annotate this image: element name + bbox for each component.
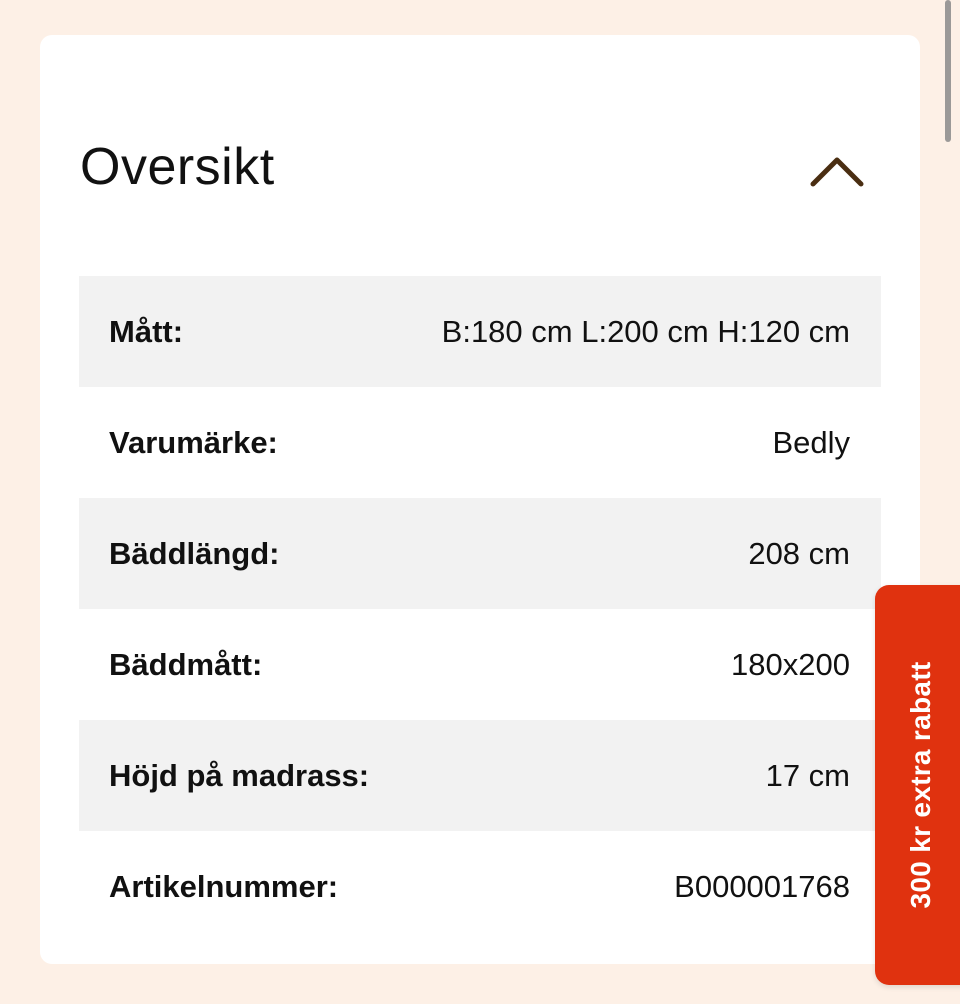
spec-value: B:180 cm L:200 cm H:120 cm [441,313,850,349]
spec-row-artikelnummer [79,831,881,942]
spec-row-baddmatt [79,609,881,720]
spec-row-varumarke [79,387,881,498]
promo-discount-label: 300 kr extra rabatt [905,661,936,909]
spec-value: B000001768 [674,868,850,904]
spec-row-hojd [79,720,881,831]
spec-label: Artikelnummer: [109,868,339,904]
spec-label: Mått: [109,313,184,349]
page-scrollbar[interactable] [945,0,951,142]
spec-label: Bäddlängd: [109,535,280,571]
collapse-toggle-button[interactable] [805,145,869,197]
spec-label: Höjd på madrass: [109,757,370,793]
spec-value: 180x200 [731,646,850,682]
spec-value: 17 cm [765,757,850,793]
promo-discount-tab[interactable] [875,585,960,985]
spec-row-baddlangd [79,498,881,609]
spec-value: Bedly [772,424,850,460]
spec-row-matt [79,276,881,387]
spec-label: Varumärke: [109,424,278,460]
spec-table [79,276,881,942]
spec-value: 208 cm [748,535,850,571]
spec-label: Bäddmått: [109,646,263,682]
chevron-up-icon [809,154,865,188]
overview-card [40,35,920,964]
overview-title: Oversikt [80,138,275,196]
